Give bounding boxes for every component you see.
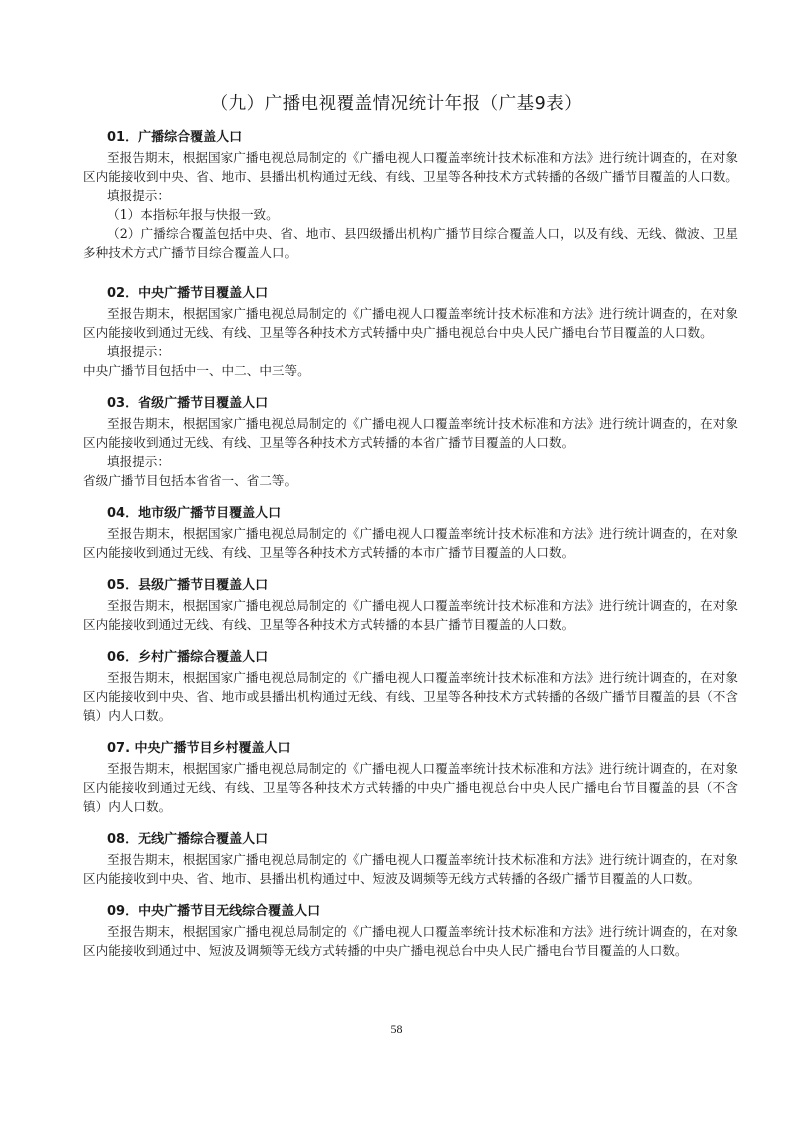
section-body: 至报告期末，根据国家广播电视总局制定的《广播电视人口覆盖率统计技术标准和方法》进行统计调查的，在对象区内能接收到通过无线、有线、卫星等各种技术方式转播的中央广播电视总台中央人民广播电台节目覆盖的县（不含镇）内人口数。 <box>83 761 738 814</box>
section-heading: 09．中央广播节目无线综合覆盖人口 <box>107 904 321 919</box>
section-06 <box>83 648 738 725</box>
tips-label: 填报提示： <box>107 188 170 203</box>
tip-item: （1）本指标年报与快报一致。 <box>107 207 279 222</box>
section-07 <box>83 739 738 816</box>
section-heading: 06．乡村广播综合覆盖人口 <box>107 650 269 665</box>
section-08 <box>83 830 738 888</box>
page-title: （九）广播电视覆盖情况统计年报（广基9表） <box>210 94 583 114</box>
tip-item: （2）广播综合覆盖包括中央、省、地市、县四级播出机构广播节目综合覆盖人口，以及有线、无线、微波、卫星多种技术方式广播节目综合覆盖人口。 <box>83 226 738 260</box>
section-heading: 05．县级广播节目覆盖人口 <box>107 578 269 593</box>
section-body: 至报告期末，根据国家广播电视总局制定的《广播电视人口覆盖率统计技术标准和方法》进行统计调查的，在对象区内能接收到通过无线、有线、卫星等各种技术方式转播的本县广播节目覆盖的人口数。 <box>83 598 738 632</box>
tips-label: 填报提示： <box>107 344 170 359</box>
section-heading: 07. 中央广播节目乡村覆盖人口 <box>107 741 291 756</box>
section-02 <box>83 284 738 380</box>
document-body <box>83 128 738 960</box>
section-heading: 02．中央广播节目覆盖人口 <box>107 286 269 301</box>
tip-text: 省级广播节目包括本省省一、省二等。 <box>83 473 298 488</box>
section-body: 至报告期末，根据国家广播电视总局制定的《广播电视人口覆盖率统计技术标准和方法》进行统计调查的，在对象区内能接收到中央、省、地市、县播出机构通过中、短波及调频等无线方式转播的各级广播节目覆盖的人口数。 <box>83 852 738 886</box>
section-01 <box>83 128 738 262</box>
section-04 <box>83 504 738 562</box>
section-03 <box>83 394 738 490</box>
section-heading: 03．省级广播节目覆盖人口 <box>107 396 269 411</box>
tip-text: 中央广播节目包括中一、中二、中三等。 <box>83 363 310 378</box>
section-heading: 01．广播综合覆盖人口 <box>107 130 243 145</box>
section-body: 至报告期末，根据国家广播电视总局制定的《广播电视人口覆盖率统计技术标准和方法》进行统计调查的，在对象区内能接收到通过中、短波及调频等无线方式转播的中央广播电视总台中央人民广播电台节目覆盖的人口数。 <box>83 924 738 958</box>
section-05 <box>83 576 738 634</box>
page-number: 58 <box>390 1022 403 1036</box>
section-body: 至报告期末，根据国家广播电视总局制定的《广播电视人口覆盖率统计技术标准和方法》进行统计调查的，在对象区内能接收到通过无线、有线、卫星等各种技术方式转播的本省广播节目覆盖的人口数。 <box>83 416 738 450</box>
section-body: 至报告期末，根据国家广播电视总局制定的《广播电视人口覆盖率统计技术标准和方法》进行统计调查的，在对象区内能接收到通过无线、有线、卫星等各种技术方式转播中央广播电视总台中央人民广播电台节目覆盖的人口数。 <box>83 306 738 340</box>
section-heading: 04．地市级广播节目覆盖人口 <box>107 506 282 521</box>
section-body: 至报告期末，根据国家广播电视总局制定的《广播电视人口覆盖率统计技术标准和方法》进行统计调查的，在对象区内能接收到通过无线、有线、卫星等各种技术方式转播的本市广播节目覆盖的人口数。 <box>83 526 738 560</box>
tips-label: 填报提示： <box>107 454 170 469</box>
section-body: 至报告期末，根据国家广播电视总局制定的《广播电视人口覆盖率统计技术标准和方法》进行统计调查的，在对象区内能接收到中央、省、地市或县播出机构通过无线、有线、卫星等各种技术方式转播的各级广播节目覆盖的县（不含镇）内人口数。 <box>83 670 738 723</box>
section-09 <box>83 902 738 960</box>
section-body: 至报告期末，根据国家广播电视总局制定的《广播电视人口覆盖率统计技术标准和方法》进行统计调查的，在对象区内能接收到中央、省、地市、县播出机构通过无线、有线、卫星等各种技术方式转播的各级广播节目覆盖的人口数。 <box>83 150 738 184</box>
section-heading: 08．无线广播综合覆盖人口 <box>107 832 269 847</box>
